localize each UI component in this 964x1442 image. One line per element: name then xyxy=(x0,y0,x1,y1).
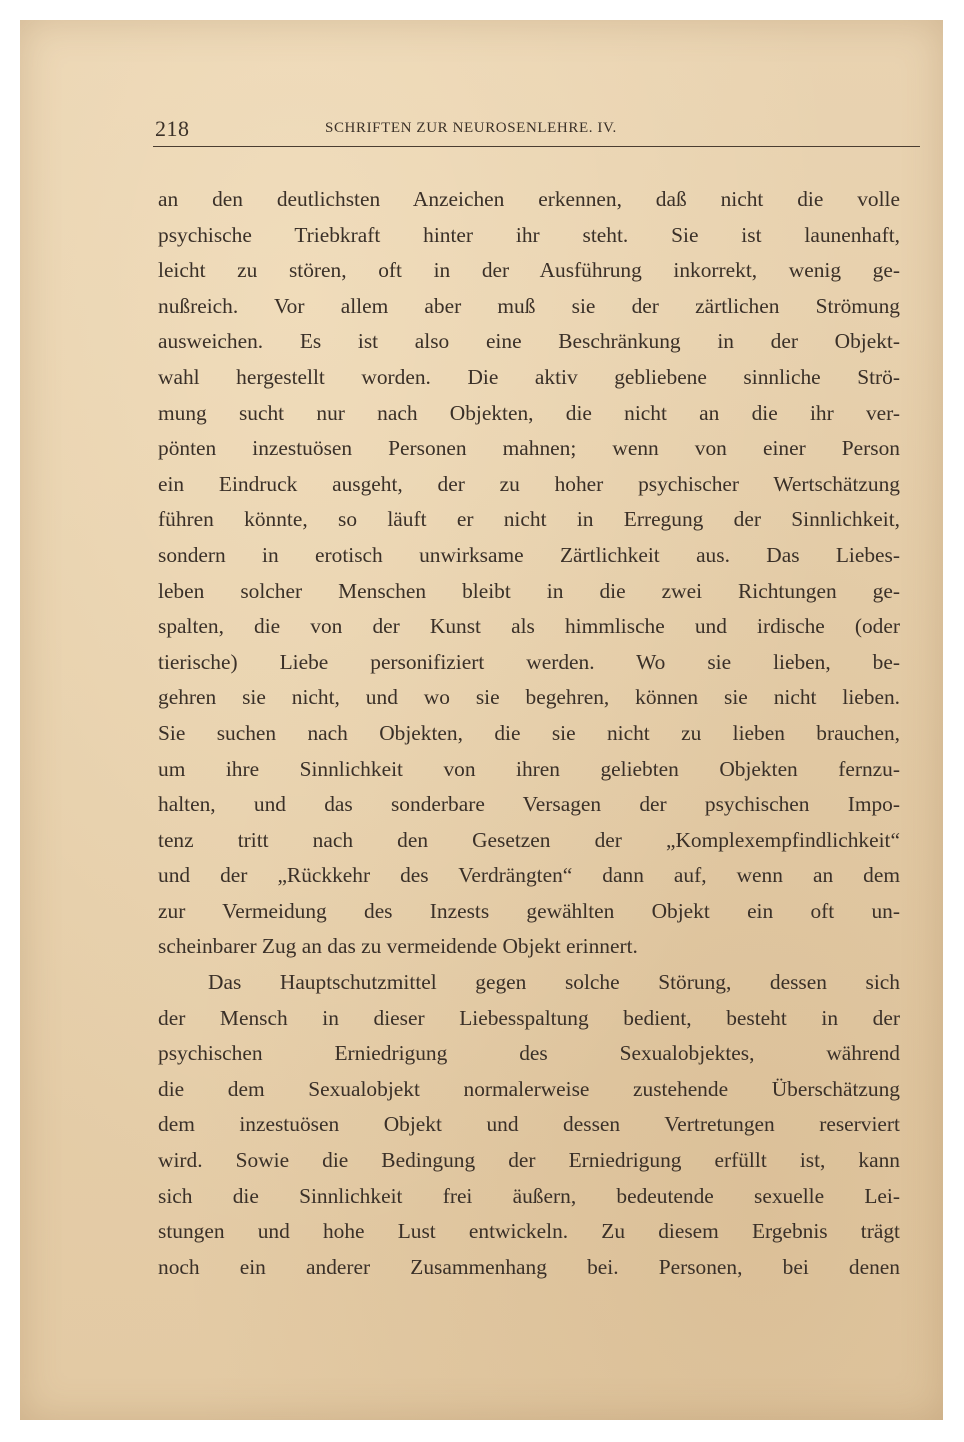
text-line: halten, und das sonderbare Versagen der psychischen Impo- xyxy=(158,792,900,817)
text-line: dem inzestuösen Objekt und dessen Vertretungen reserviert xyxy=(158,1112,900,1137)
text-line: der Mensch in dieser Liebesspaltung bedient, besteht in der xyxy=(158,1005,900,1030)
text-line: stungen und hohe Lust entwickeln. Zu diesem Ergebnis trägt xyxy=(158,1219,900,1244)
text-line: spalten, die von der Kunst als himmlische und irdische (oder xyxy=(158,614,900,639)
text-line: wahl hergestellt worden. Die aktiv gebliebene sinnliche Strö- xyxy=(158,364,900,389)
page-number: 218 xyxy=(155,116,190,141)
text-line: an den deutlichsten Anzeichen erkennen, daß nicht die volle xyxy=(158,187,900,211)
header-rule xyxy=(153,146,920,147)
text-line: und der „Rückkehr des Verdrängten“ dann auf, wenn an dem xyxy=(158,863,900,888)
text-line: Das Hauptschutzmittel gegen solche Störung, dessen sich xyxy=(208,970,900,995)
paragraph-1 xyxy=(158,182,900,965)
text-line: tenz tritt nach den Gesetzen der „Komplexempfindlichkeit“ xyxy=(158,827,900,852)
book-page xyxy=(20,20,943,1420)
body-text xyxy=(158,182,900,1285)
text-line: Sie suchen nach Objekten, die sie nicht zu lieben brauchen, xyxy=(158,720,900,745)
text-line: leben solcher Menschen bleibt in die zwei Richtungen ge- xyxy=(158,578,900,603)
text-line: wird. Sowie die Bedingung der Erniedrigung erfüllt ist, kann xyxy=(158,1148,900,1173)
page-header xyxy=(155,116,920,150)
text-line: psychischen Erniedrigung des Sexualobjektes, während xyxy=(158,1041,900,1066)
text-line: pönten inzestuösen Personen mahnen; wenn von einer Person xyxy=(158,436,900,461)
text-line: noch ein anderer Zusammenhang bei. Personen, bei denen xyxy=(158,1254,900,1279)
paragraph-2 xyxy=(158,965,900,1285)
text-line: scheinbarer Zug an das zu vermeidende Objekt erinnert. xyxy=(158,934,638,959)
text-line: leicht zu stören, oft in der Ausführung inkorrekt, wenig ge- xyxy=(158,258,900,283)
text-line: gehren sie nicht, und wo sie begehren, können sie nicht lieben. xyxy=(158,685,900,710)
text-line: tierische) Liebe personifiziert werden. Wo sie lieben, be- xyxy=(158,649,900,674)
text-line: zur Vermeidung des Inzests gewählten Objekt ein oft un- xyxy=(158,898,900,923)
running-head: SCHRIFTEN ZUR NEUROSENLEHRE. IV. xyxy=(325,120,617,136)
text-line: um ihre Sinnlichkeit von ihren geliebten Objekten fernzu- xyxy=(158,756,900,781)
text-line: die dem Sexualobjekt normalerweise zustehende Überschätzung xyxy=(158,1076,900,1101)
text-line: ein Eindruck ausgeht, der zu hoher psychischer Wertschätzung xyxy=(158,471,900,496)
text-line: nußreich. Vor allem aber muß sie der zärtlichen Strömung xyxy=(158,293,900,318)
text-line: mung sucht nur nach Objekten, die nicht an die ihr ver- xyxy=(158,400,900,425)
text-line: ausweichen. Es ist also eine Beschränkung in der Objekt- xyxy=(158,329,900,354)
text-line: sondern in erotisch unwirksame Zärtlichkeit aus. Das Liebes- xyxy=(158,542,900,567)
text-line: psychische Triebkraft hinter ihr steht. Sie ist launenhaft, xyxy=(158,222,900,247)
text-line: führen könnte, so läuft er nicht in Erregung der Sinnlichkeit, xyxy=(158,507,900,532)
text-line: sich die Sinnlichkeit frei äußern, bedeutende sexuelle Lei- xyxy=(158,1183,900,1208)
